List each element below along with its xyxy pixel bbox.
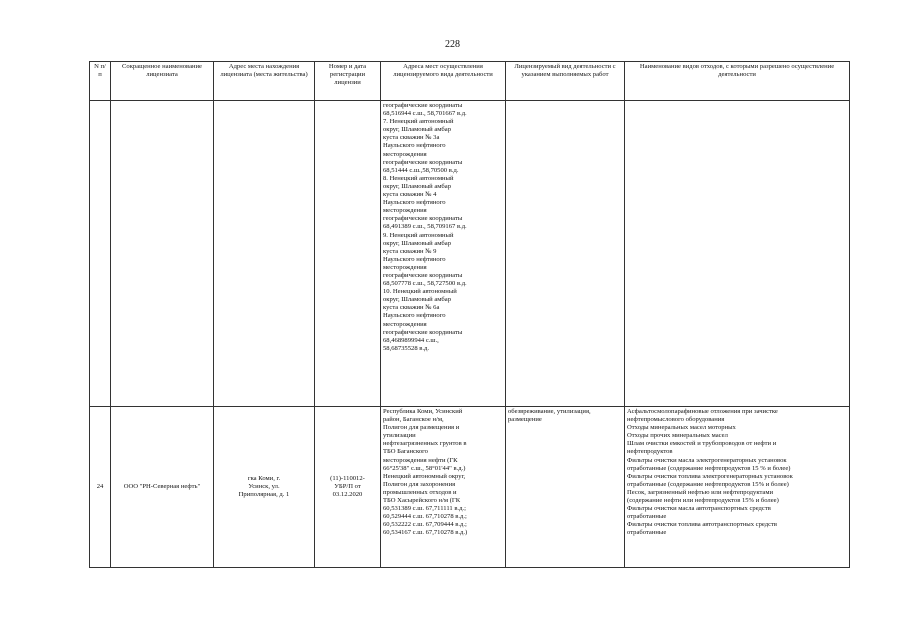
cell-waste-types bbox=[625, 101, 850, 407]
text-line: 68,51444 с.ш.,58,70500 в.д. bbox=[383, 166, 459, 174]
text-line: отработанные (содержание нефтепродуктов 15 % и более) bbox=[627, 464, 791, 472]
text-line: Усинск, ул. bbox=[248, 482, 280, 490]
text-line: Фильтры очистки топлива электрогенераторных установок bbox=[627, 472, 793, 480]
text-line: Фильтры очистки масла автотранспортных средств bbox=[627, 505, 771, 513]
text-line: промышленных отходов и bbox=[383, 488, 457, 496]
header-waste-types: Наименование видов отходов, с которыми разрешено осуществление деятельности bbox=[625, 62, 850, 101]
text-line: куста скважин № 9 bbox=[383, 247, 437, 255]
header-licensed-activity: Лицензируемый вид деятельности с указанием выполняемых работ bbox=[506, 62, 625, 101]
text-line: 8. Ненецкий автономный bbox=[383, 174, 454, 182]
text-line: куста скважин № 4 bbox=[383, 191, 437, 199]
text-line: 60,529444 с.ш. 67,710278 в.д.; bbox=[383, 513, 467, 521]
text-line: географические координаты bbox=[383, 215, 463, 223]
text-line: месторождения bbox=[383, 263, 427, 271]
text-line: 60,531389 с.ш. 67,711111 в.д.; bbox=[383, 505, 466, 513]
text-line: месторождения нефти (ГК bbox=[383, 456, 458, 464]
text-line: округ, Шламовый амбар bbox=[383, 239, 452, 247]
text-line: географические координаты bbox=[383, 158, 463, 166]
text-line: Республика Коми, Усинский bbox=[383, 408, 463, 415]
text-line: Фильтры очистки масла электрогенераторных установок bbox=[627, 456, 787, 464]
text-line: Шлам очистки емкостей и трубопроводов от нефти и bbox=[627, 440, 777, 448]
header-license-number: Номер и дата регистрации лицензии bbox=[315, 62, 381, 101]
text-line: ТБО Хасырейского н/м (ГК bbox=[383, 497, 461, 505]
text-line: УБР/П от bbox=[334, 482, 361, 490]
text-line: куста скважин № 6а bbox=[383, 304, 440, 312]
cell-licensee-name bbox=[111, 101, 214, 407]
license-registry-table bbox=[89, 61, 850, 568]
cell-licensee-name: ООО "РН-Северная нефть" bbox=[111, 407, 214, 568]
text-line: 60,532222 с.ш. 67,709444 в.д.; bbox=[383, 521, 467, 529]
cell-activity-sites bbox=[381, 407, 506, 568]
header-licensee-name: Сокращенное наименование лицензиата bbox=[111, 62, 214, 101]
text-line: отработанные bbox=[627, 513, 667, 521]
text-line: отработанные (содержание нефтепродуктов 15% и более) bbox=[627, 480, 789, 488]
cell-licensee-address bbox=[214, 101, 315, 407]
text-line: нефтепромыслового оборудования bbox=[627, 416, 725, 424]
text-line: округ, Шламовый амбар bbox=[383, 126, 452, 134]
text-line: Полигон для захоронения bbox=[383, 480, 456, 488]
text-line: обезвреживание, утилизация, bbox=[508, 408, 591, 415]
table-header-row bbox=[90, 62, 850, 101]
text-line: куста скважин № 3а bbox=[383, 134, 440, 142]
text-line: Наульского нефтяного bbox=[383, 142, 446, 150]
text-line: 68,4689899944 с.ш., bbox=[383, 336, 439, 344]
text-line: 03.12.2020 bbox=[332, 491, 363, 499]
text-line: (содержание нефти или нефтепродуктов 15% и более) bbox=[627, 497, 779, 505]
text-line: месторождения bbox=[383, 150, 427, 158]
page-number: 228 bbox=[445, 39, 460, 50]
text-line: географические координаты bbox=[383, 102, 463, 109]
text-line: 58,68735528 в.д. bbox=[383, 344, 430, 352]
header-activity-sites: Адреса мест осуществления лицензируемого вида деятельности bbox=[381, 62, 506, 101]
text-line: Полигон для размещения и bbox=[383, 424, 460, 432]
text-line: Отходы минеральных масел моторных bbox=[627, 424, 736, 432]
text-line: нефтезагрязненных грунтов в bbox=[383, 440, 467, 448]
table-row-24 bbox=[90, 407, 850, 568]
text-line: 68,516944 с.ш., 58,701667 в.д. bbox=[383, 110, 467, 118]
text-line: размещение bbox=[508, 416, 542, 424]
header-licensee-address: Адрес места нахождения лицензиата (места жительства) bbox=[214, 62, 315, 101]
cell-licensee-address bbox=[214, 407, 315, 568]
text-line: Наульского нефтяного bbox=[383, 312, 446, 320]
text-line: 7. Ненецкий автономный bbox=[383, 118, 454, 126]
cell-license-number bbox=[315, 101, 381, 407]
text-line: Наульского нефтяного bbox=[383, 199, 446, 207]
text-line: 9. Ненецкий автономный bbox=[383, 231, 454, 239]
text-line: отработанные bbox=[627, 529, 667, 537]
text-line: округ, Шламовый амбар bbox=[383, 182, 452, 190]
text-line: месторождения bbox=[383, 207, 427, 215]
text-line: округ, Шламовый амбар bbox=[383, 296, 452, 304]
text-line: 10. Ненецкий автономный bbox=[383, 288, 457, 296]
cell-license-number bbox=[315, 407, 381, 568]
text-line: 68,507778 с.ш., 58,727500 в.д. bbox=[383, 280, 467, 288]
text-line: географические координаты bbox=[383, 271, 463, 279]
text-line: 66°25'38" с.ш., 58°01'44" в.д.) bbox=[383, 464, 466, 472]
text-line: район, Баганское н/м, bbox=[383, 416, 444, 424]
text-line: 68,491389 с.ш., 58,709167 в.д. bbox=[383, 223, 467, 231]
text-line: нефтепродуктов bbox=[627, 448, 673, 456]
text-line: Асфальтосмолопарафиновые отложения при зачистке bbox=[627, 408, 778, 415]
text-line: Приполярная, д. 1 bbox=[238, 491, 290, 499]
cell-number bbox=[90, 101, 111, 407]
cell-waste-types bbox=[625, 407, 850, 568]
table-row-continuation bbox=[90, 101, 850, 407]
text-line: месторождения bbox=[383, 320, 427, 328]
cell-licensed-activity bbox=[506, 101, 625, 407]
text-line: 60,534167 с.ш. 67,710278 в.д.) bbox=[383, 529, 468, 537]
cell-activity-sites bbox=[381, 101, 506, 407]
text-line: Наульского нефтяного bbox=[383, 255, 446, 263]
text-line: Отходы прочих минеральных масел bbox=[627, 432, 728, 440]
text-line: Фильтры очистки топлива автотранспортных средств bbox=[627, 521, 778, 529]
text-line: Песок, загрязненный нефтью или нефтепродуктами bbox=[627, 488, 774, 496]
text-line: (11)-110012- bbox=[330, 474, 365, 482]
header-number: N п/ п bbox=[90, 62, 111, 101]
text-line: Ненецкий автономный округ, bbox=[383, 472, 466, 480]
text-line: географические координаты bbox=[383, 328, 463, 336]
text-line: утилизации bbox=[383, 432, 416, 440]
text-line: гка Коми, г. bbox=[247, 474, 281, 482]
text-line: ТБО Баганского bbox=[383, 448, 428, 456]
cell-licensed-activity bbox=[506, 407, 625, 568]
cell-number: 24 bbox=[90, 407, 111, 568]
